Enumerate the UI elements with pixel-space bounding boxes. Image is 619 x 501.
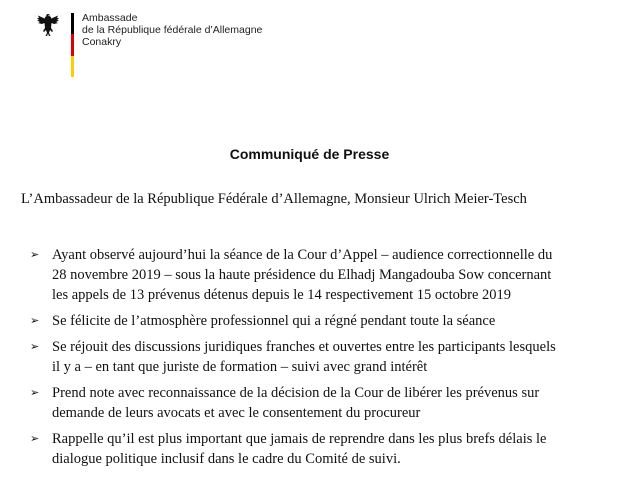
arrowhead-bullet-icon: ➢ (30, 314, 40, 327)
intro-paragraph: L’Ambassadeur de la République Fédérale d’Allemagne, Monsieur Ulrich Meier-Tesch (21, 191, 527, 207)
list-item-line: Prend note avec reconnaissance de la décision de la Cour de libérer les prévenus sur (52, 385, 540, 401)
list-item (30, 383, 600, 423)
embassy-line: Conakry (82, 36, 122, 48)
arrowhead-bullet-icon: ➢ (30, 432, 40, 445)
list-item-line: Rappelle qu’il est plus important que jamais de reprendre dans les plus brefs délais le (52, 431, 547, 447)
list-item (30, 245, 600, 305)
arrowhead-bullet-icon: ➢ (30, 386, 40, 399)
flag-stripe-gold (71, 56, 74, 77)
statement-list (30, 245, 600, 475)
list-item-line: Ayant observé aujourd’hui la séance de la Cour d’Appel – audience correctionnelle du (52, 247, 553, 263)
page-title: Communiqué de Presse (229, 146, 390, 162)
list-item-line: demande de leurs avocats et avec le consentement du procureur (52, 405, 421, 421)
federal-eagle-icon (36, 12, 60, 38)
letterhead (36, 8, 336, 78)
list-item-line: les appels de 13 prévenus détenus depuis le 14 respectivement 15 octobre 2019 (52, 287, 512, 303)
arrowhead-bullet-icon: ➢ (30, 340, 40, 353)
list-item-line: dialogue politique inclusif dans le cadre du Comité de suivi. (52, 451, 401, 467)
list-item (30, 311, 600, 331)
flag-stripe-red (71, 34, 74, 55)
list-item-line: Se réjouit des discussions juridiques franches et ouvertes entre les participants lesquels (52, 339, 556, 355)
arrowhead-bullet-icon: ➢ (30, 248, 40, 261)
list-item (30, 429, 600, 469)
embassy-line: Ambassade (82, 12, 138, 24)
list-item-line: il y a – en tant que juriste de formation – suivi avec grand intérêt (52, 359, 428, 375)
list-item-line: 28 novembre 2019 – sous la haute présidence du Elhadj Mangadouba Sow concernant (52, 267, 552, 283)
flag-bar (71, 13, 74, 77)
list-item-line: Se félicite de l’atmosphère professionnel qui a régné pendant toute la séance (52, 313, 496, 329)
embassy-name (82, 12, 262, 48)
embassy-line: de la République fédérale d’Allemagne (82, 24, 263, 36)
list-item (30, 337, 600, 377)
flag-stripe-black (71, 13, 74, 34)
